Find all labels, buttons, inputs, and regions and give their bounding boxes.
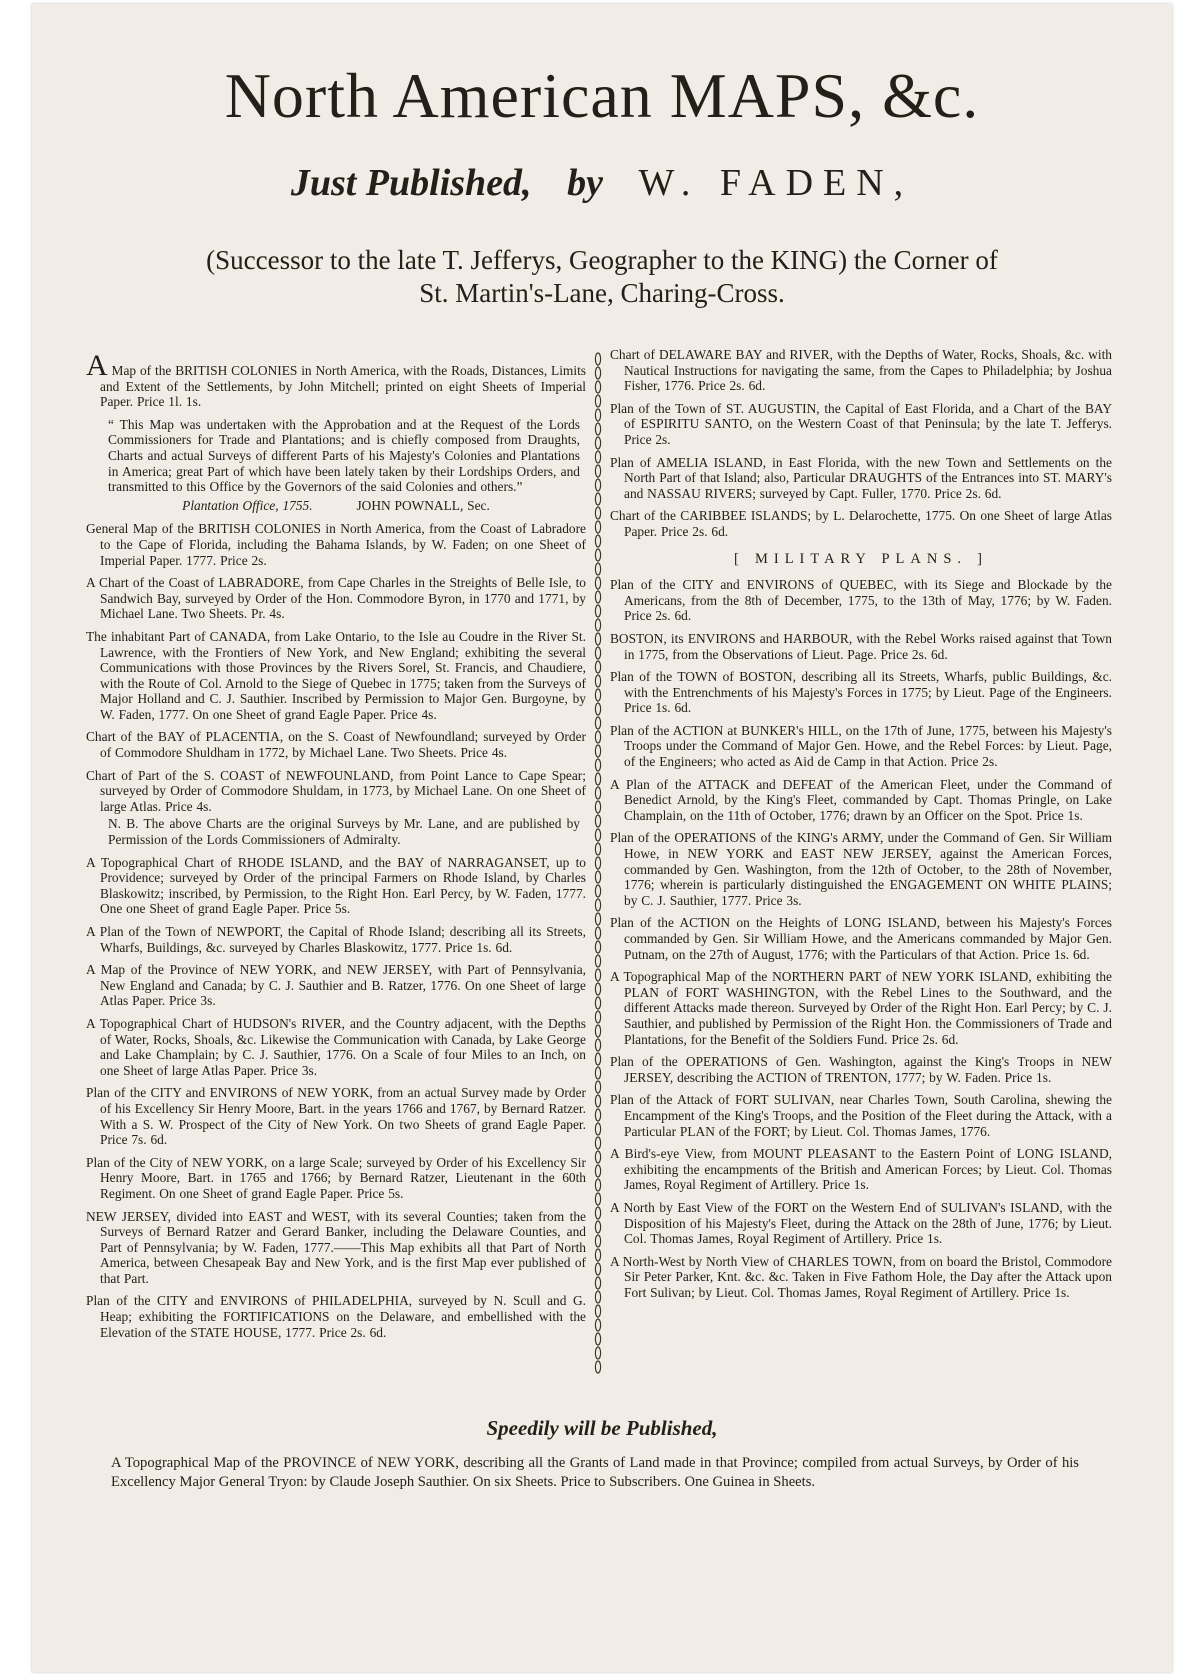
list-item: Plan of the ACTION on the Heights of LONG ISLAND, between his Majesty's Forces commanded by Gen. Sir William Howe, and the Americans commanded by Major Gen. Putnam, on the 27th of August, 1776; with the Particulars of that Action. Price 1s. 6d. xyxy=(610,915,1112,962)
list-item: Chart of the CARIBBEE ISLANDS; by L. Delarochette, 1775. On one Sheet of large Atlas Paper. Price 2s. 6d. xyxy=(610,508,1112,539)
broadside-sheet xyxy=(32,4,1172,1672)
mitchell-note: “ This Map was undertaken with the Approbation and at the Request of the Lords Commissioners for Trade and Plantations; and is chiefly composed from Draughts, Charts and actual Surveys of different Parts of his Majesty's Colonies and Plantations in America; great Part of which have been lately taken by their Lordships Orders, and transmitted to this Office by the Governors of the said Colonies and others.” xyxy=(108,416,580,495)
list-item: A Topographical Map of the NORTHERN PART of NEW YORK ISLAND, exhibiting the PLAN of FORT WASHINGTON, with the Rebel Lines to the Southward, and the different Attacks made thereon. Surveyed by Order of the Right Hon. Earl Percy; by C. J. Sauthier, and published by Permission of the Right Hon. the Commissioners of Trade and Plantations, for the Benefit of the Soldiers Fund. Price 2s. 6d. xyxy=(610,969,1112,1047)
list-item: Plan of the CITY and ENVIRONS of PHILADELPHIA, surveyed by N. Scull and G. Heap; exhibiting the FORTIFICATIONS on the Delaware, and embellished with the Elevation of the STATE HOUSE, 1777. Price 2s. 6d. xyxy=(86,1293,586,1340)
list-item: Plan of the OPERATIONS of Gen. Washington, against the King's Troops in NEW JERSEY, describing the ACTION of TRENTON, 1777; by W. Faden. Price 1s. xyxy=(610,1054,1112,1085)
list-item: Plan of the CITY and ENVIRONS of NEW YORK, from an actual Survey made by Order of his Excellency Sir Henry Moore, Bart. in the years 1766 and 1767, by Bernard Ratzer. With a S. W. Prospect of the City of New York. On two Sheets of grand Eagle Paper. Price 7s. 6d. xyxy=(86,1085,586,1148)
list-item: General Map of the BRITISH COLONIES in North America, from the Coast of Labradore to the Cape of Florida, including the Bahama Islands, by W. Faden; on one Sheet of Imperial Paper. 1777. Price 2s. xyxy=(86,521,586,568)
list-item: A Topographical Chart of HUDSON's RIVER, and the Country adjacent, with the Depths of Water, Rocks, Shoals, &c. Likewise the Communication with Canada, by Lake George and Lake Champlain; by C. J. Sauthier, 1776. On a Scale of four Miles to an Inch, on one Sheet of large Atlas Paper. Price 3s. xyxy=(86,1015,586,1078)
publisher-address xyxy=(32,244,1172,310)
list-item: Plan of the OPERATIONS of the KING's ARMY, under the Command of Gen. Sir William Howe, in NEW YORK and EAST NEW JERSEY, against the American Forces, commanded by Gen. Washington, from the 12th of October, to the 28th of November, 1776; wherein is particularly distinguished the ENGAGEMENT ON WHITE PLAINS; by C. J. Sauthier, 1777. Price 3s. xyxy=(610,830,1112,908)
list-item: Plan of the ACTION at BUNKER's HILL, on the 17th of June, 1775, between his Majesty's Troops under the Command of Major Gen. Howe, and the Rebel Forces: by Lieut. Page, of the Engineers; who acted as Aid de Camp in that Action. Price 2s. xyxy=(610,722,1112,770)
list-item: Plan of the TOWN of BOSTON, describing all its Streets, Wharfs, public Buildings, &c. with the Entrenchments of his Majesty's Forces in 1775; by Lieut. Page of the Engineers. Price 1s. 6d. xyxy=(610,669,1112,716)
by-text: by xyxy=(567,162,603,204)
list-item: Chart of the BAY of PLACENTIA, on the S. Coast of Newfoundland; surveyed by Order of Commodore Shuldham in 1772, by Michael Lane. Two Sheets. Price 4s. xyxy=(86,729,586,761)
list-item: A North-West by North View of CHARLES TOWN, from on board the Bristol, Commodore Sir Peter Parker, Knt. &c. &c. Taken in Five Fathom Hole, the Day after the Attack upon Fort Sulivan; by Lieut. Col. Thomas James, Royal Regiment of Artillery. Price 1s. xyxy=(610,1253,1112,1300)
forthcoming-text: A Topographical Map of the PROVINCE of NEW YORK, describing all the Grants of Land made in that Province; compiled from actual Surveys, by Order of his Excellency Major General Tryon: by Claude Joseph Sauthier. On six Sheets. Price to Subscribers. One Guinea in Sheets. xyxy=(111,1455,1079,1490)
list-item: BOSTON, its ENVIRONS and HARBOUR, with the Rebel Works raised against that Town in 1775, from the Observations of Lieut. Page. Price 2s. 6d. xyxy=(610,630,1112,662)
publisher-line xyxy=(32,164,1172,202)
list-item: Chart of DELAWARE BAY and RIVER, with the Depths of Water, Rocks, Shoals, &c. with Nautical Instructions for navigating the same, from the Capes to Philadelphia; by Joshua Fisher, 1776. Price 2s. 6d. xyxy=(610,347,1112,394)
list-item: A Map of the BRITISH COLONIES in North America, with the Roads, Distances, Limits and Extent of the Settlements, by John Mitchell; printed on eight Sheets of Imperial Paper. Price 1l. 1s. xyxy=(86,349,586,410)
address-line-1: (Successor to the late T. Jefferys, Geographer to the KING) the Corner of xyxy=(206,245,998,275)
list-item: Plan of AMELIA ISLAND, in East Florida, with the new Town and Settlements on the North Part of that Island; also, Particular DRAUGHTS of the Entrances into ST. MARY's and NASSAU RIVERS; surveyed by Capt. Fuller, 1770. Price 2s. 6d. xyxy=(610,454,1112,501)
right-column xyxy=(610,347,1112,1307)
lane-note: N. B. The above Charts are the original Surveys by Mr. Lane, and are published by Permission of the Lords Commissioners of Admiralty. xyxy=(108,816,580,848)
list-item: A North by East View of the FORT on the Western End of SULIVAN's ISLAND, with the Disposition of his Majesty's Fleet, during the Attack on the 28th of June, 1776; by Lieut. Col. Thomas James, Royal Regiment of Artillery. Price 1s. xyxy=(610,1199,1112,1247)
list-item: Plan of the City of NEW YORK, on a large Scale; surveyed by Order of his Excellency Sir Henry Moore, Bart. in 1765 and 1766; by Bernard Ratzer, Lieutenant in the 60th Regiment. On one Sheet of grand Eagle Paper. Price 5s. xyxy=(86,1154,586,1201)
list-item: The inhabitant Part of CANADA, from Lake Ontario, to the Isle au Coudre in the River St. Lawrence, with the Frontiers of New York, and New England; exhibiting the several Communications with those Provinces by the Rivers Sorel, St. Francis, and Chaudiere, with the Route of Col. Arnold to the Siege of Quebec in 1775; taken from the Surveys of Major Holland and C. J. Sauthier. Inscribed by Permission to Major Gen. Burgoyne, by W. Faden, 1777. On one Sheet of grand Eagle Paper. Price 4s. xyxy=(86,628,586,722)
speedily-heading: Speedily will be Published, xyxy=(486,1416,718,1440)
address-line-2: St. Martin's-Lane, Charing-Cross. xyxy=(419,278,785,308)
just-published-text: Just Published, xyxy=(290,162,532,204)
list-item: A Chart of the Coast of LABRADORE, from Cape Charles in the Streights of Belle Isle, to Sandwich Bay, surveyed by Order of the Hon. Commodore Byron, in 1770 and 1771, by Michael Lane. Two Sheets. Pr. 4s. xyxy=(86,575,586,622)
list-item: A Bird's-eye View, from MOUNT PLEASANT to the Eastern Point of LONG ISLAND, exhibiting the encampments of the British and American Forces; by Lieut. Col. Thomas James, Royal Regiment of Artillery. Price 1s. xyxy=(610,1146,1112,1193)
list-item: A Map of the Province of NEW YORK, and NEW JERSEY, with Part of Pennsylvania, New England and Canada; by C. J. Sauthier and B. Ratzer, 1776. On one Sheet of large Atlas Paper. Price 3s. xyxy=(86,962,586,1009)
page-title: North American MAPS, &c. xyxy=(224,60,980,131)
office-place: Plantation Office, 1755. xyxy=(182,497,313,513)
list-item: A Plan of the Town of NEWPORT, the Capital of Rhode Island; describing all its Streets, Wharfs, Buildings, &c. surveyed by Charles Blaskowitz, 1777. Price 1s. 6d. xyxy=(86,924,586,955)
office-name: JOHN POWNALL, Sec. xyxy=(356,497,490,513)
list-item: Plan of the Town of ST. AUGUSTIN, the Capital of East Florida, and a Chart of the BAY of ESPIRITU SANTO, on the Western Coast of that Peninsula; by the late T. Jefferys. Price 2s. xyxy=(610,400,1112,447)
list-item: Plan of the Attack of FORT SULIVAN, near Charles Town, South Carolina, shewing the Encampment of the King's Troops, and the Position of the Fleet during the Attack, with a Particular PLAN of the FORT; by Lieut. Col. Thomas James, 1776. xyxy=(610,1092,1112,1139)
left-column xyxy=(86,349,586,1347)
list-item: A Topographical Chart of RHODE ISLAND, and the BAY of NARRAGANSET, up to Providence; surveyed by Order of the principal Farmers on Rhode Island, by Charles Blaskowitz; inscribed, by Permission, to the Right Hon. Earl Percy, by W. Faden, 1777. One one Sheet of grand Eagle Paper. Price 5s. xyxy=(86,854,586,917)
publisher-name: W. FADEN, xyxy=(638,162,914,204)
list-item: A Plan of the ATTACK and DEFEAT of the American Fleet, under the Command of Benedict Arnold, by the King's Fleet, commanded by Capt. Thomas Pringle, on Lake Champlain, on the 11th of October, 1776; drawn by an Officer on the Spot. Price 1s. xyxy=(610,776,1112,823)
list-item: NEW JERSEY, divided into EAST and WEST, with its several Counties; taken from the Surveys of Bernard Ratzer and Gerard Banker, including the Delaware Counties, and Part of Pennsylvania; by W. Faden, 1777.——This Map exhibits all that Part of North America, between Chesapeak Bay and New York, and is the first Map ever published of that Part. xyxy=(86,1208,586,1286)
office-signature xyxy=(86,498,586,514)
chain-divider xyxy=(594,352,602,1374)
list-item: Plan of the CITY and ENVIRONS of QUEBEC, with its Siege and Blockade by the Americans, from the 8th of December, 1775, to the 13th of May, 1776; by W. Faden. Price 2s. 6d. xyxy=(610,577,1112,624)
list-item: Chart of Part of the S. COAST of NEWFOUNLAND, from Point Lance to Cape Spear; surveyed by Order of Commodore Shuldam, in 1773, by Michael Lane. On one Sheet of large Atlas. Price 4s. xyxy=(86,767,586,814)
military-plans-heading: [ MILITARY PLANS. ] xyxy=(734,550,988,567)
